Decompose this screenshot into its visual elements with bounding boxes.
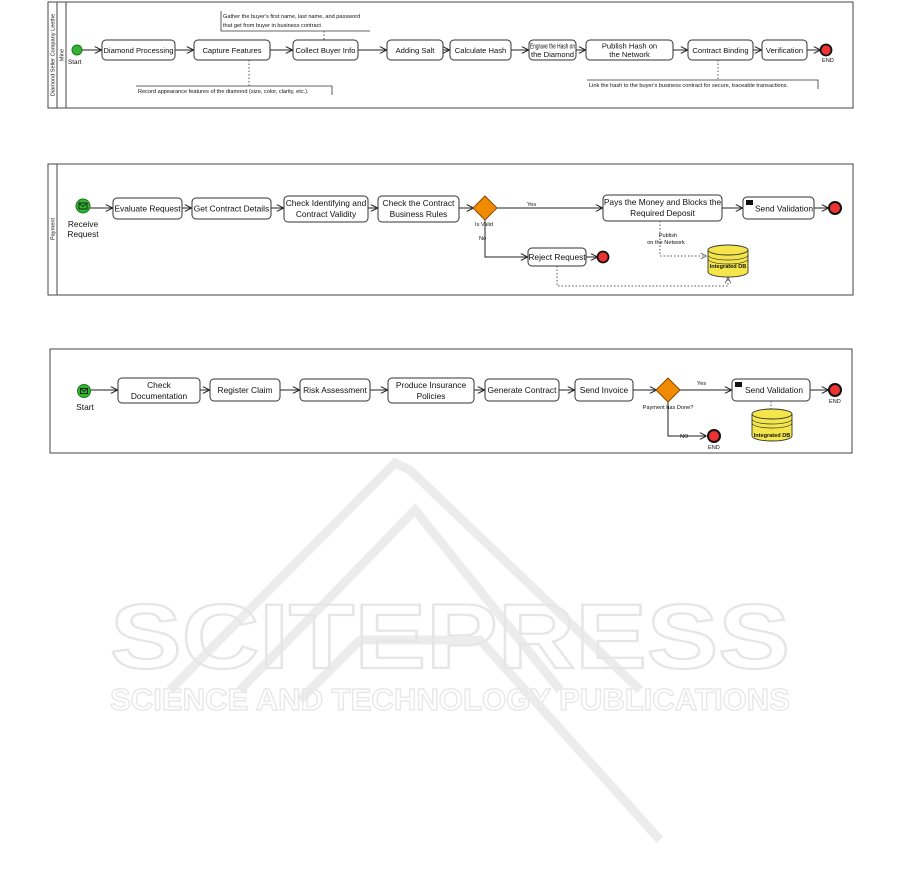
- task-label: Policies: [416, 391, 446, 401]
- task-label: Send Validation: [744, 385, 804, 395]
- task-label: the Diamond: [530, 50, 575, 59]
- start-event-label: Start: [68, 59, 82, 66]
- publish-label: on the Network: [647, 240, 685, 246]
- lane-label: Payment: [50, 217, 57, 241]
- yes-label: Yes: [697, 381, 707, 387]
- publish-label: Publish: [658, 233, 678, 239]
- task-label: Evaluate Request: [114, 203, 181, 214]
- task-label: Contract Binding: [692, 46, 749, 55]
- database-label: Integrated DB: [709, 264, 747, 270]
- task-label: Send Invoice: [579, 385, 629, 395]
- watermark-title: SCITEPRESS: [110, 586, 790, 688]
- annotation-buyer-info-line2: that get from buyer in business contract: [223, 23, 321, 29]
- database-icon: [708, 245, 748, 277]
- task-label: Publish Hash on: [601, 41, 658, 51]
- task-label: Register Claim: [217, 385, 273, 395]
- annotation-buyer-info-line1: Gather the buyer's first name, last name, and password: [223, 14, 361, 20]
- task-label: Required Deposit: [630, 208, 695, 218]
- gateway-label: Is Valid: [475, 222, 493, 228]
- task-label: Send Validation: [754, 203, 814, 214]
- yes-label: Yes: [527, 202, 537, 208]
- end-event: [598, 252, 609, 263]
- task-label: Get Contract Details: [193, 203, 270, 214]
- task-label: Diamond Processing: [103, 46, 174, 55]
- start-event: [72, 45, 82, 55]
- task-label: Contract Validity: [295, 209, 357, 219]
- send-message-icon: [746, 200, 753, 205]
- task-label: Generate Contract: [487, 385, 557, 395]
- task-label: Produce Insurance: [395, 380, 467, 390]
- task-label: the Network: [609, 50, 650, 59]
- annotation-link-hash: Link the hash to the buyer's business contract for secure, traceable transactions.: [589, 83, 789, 89]
- database-label: Integrated DB: [753, 433, 791, 439]
- diagram-3-insurance-process: [50, 349, 852, 453]
- task-label: Check the Contract: [382, 198, 455, 208]
- start-event-label: Receive: [67, 219, 99, 229]
- task-label: Check: [147, 380, 171, 390]
- gateway-label: Payment has Done?: [642, 405, 694, 411]
- watermark-subtitle: SCIENCE AND TECHNOLOGY PUBLICATIONS: [110, 682, 790, 717]
- start-event-label: Start: [76, 402, 94, 412]
- task-label: Collect Buyer Info: [295, 46, 356, 55]
- task-label: Reject Request: [528, 252, 586, 262]
- end-event: [708, 430, 720, 442]
- task-label: Verification: [765, 46, 804, 55]
- task-label: Business Rules: [389, 209, 448, 219]
- end-event-label: END: [822, 58, 834, 64]
- diagram-1-diamond-process: [48, 2, 853, 108]
- task-label: Risk Assessment: [303, 385, 367, 395]
- diagram-2-payment-process: [48, 164, 853, 295]
- end-event: [829, 384, 841, 396]
- pool-label: Diamond Seller Company Leethe: [50, 13, 57, 97]
- task-label: Capture Features: [202, 46, 262, 55]
- watermark: [110, 463, 790, 840]
- end-event: [829, 202, 841, 214]
- task-label: Check Identifying and: [285, 198, 367, 208]
- task-label: Pays the Money and Blocks the: [603, 197, 722, 207]
- task-label: Documentation: [130, 391, 188, 401]
- task-label: Calculate Hash: [454, 46, 507, 55]
- end-event-label: END: [829, 399, 841, 405]
- no-label: No: [479, 236, 487, 242]
- end-event-label: END: [708, 445, 720, 451]
- task-label: Engrave the Hash on: [530, 41, 575, 51]
- task-label: Adding Salt: [395, 46, 435, 55]
- start-event-label: Request: [67, 229, 99, 239]
- end-event: [821, 45, 832, 56]
- no-label: NO: [680, 434, 689, 440]
- send-message-icon: [735, 382, 742, 387]
- annotation-appearance-features: Record appearance features of the diamond (size, color, clarity, etc.).: [138, 89, 309, 95]
- lane-label: Mine: [59, 48, 66, 62]
